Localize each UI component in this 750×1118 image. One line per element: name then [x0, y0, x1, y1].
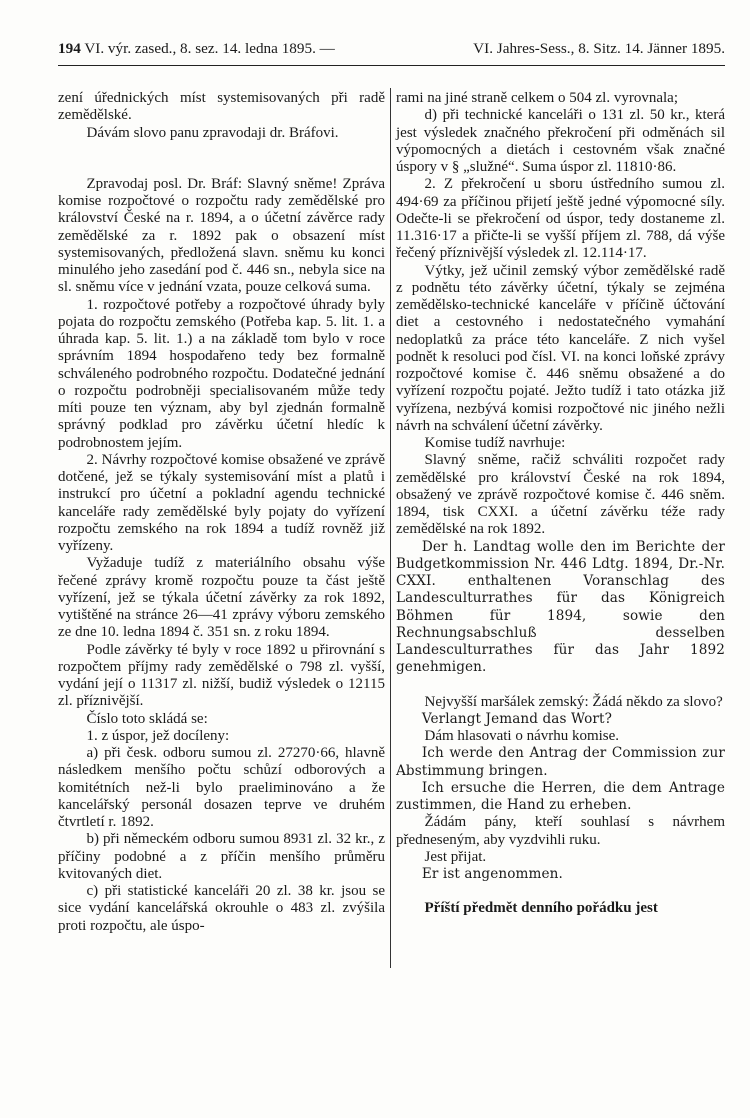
paragraph-german: Verlangt Jemand das Wort?	[421, 710, 612, 727]
paragraph: Žádám pány, kteří souhlasí s návrhem předneseným, aby vyzdvihli ruku.	[396, 814, 725, 848]
right-column	[396, 90, 725, 918]
paragraph-german: Er ist angenommen.	[421, 866, 563, 882]
paragraph: Výtky, jež učinil zemský výbor zemědělské radě z podnětu této závěrky účetní, týkaly se zejména zemědělsko-technické kanceláře v příčině účtování diet a cestovného i nedostatečného vymahání nedoplatků za práce této kanceláře. Z nich vyšel podnět k resoluci pod čísl. VI. na konci loňské zprávy rozpočtové komise č. 446 sněmu obsažené a do vyřízení rozpočtu pojaté. Ježto tudíž i tato otázka již vyřízena, nezbývá komisi rozpočtové nic jiného nežli návrh na schválení účetní závěrky.	[396, 262, 725, 434]
paragraph: a) při česk. odboru sumou zl. 27270·66, hlavně následkem menšího počtu schůzí odborových a komitétních než-li bylo praeliminováno a že kancelářský personál dosazen teprve ve druhém čtvrtletí r. 1892.	[58, 745, 385, 830]
paragraph: b) při německém odboru sumou 8931 zl. 32 kr., z příčiny podobné a z příčin menšího průměru kvitovaných diet.	[58, 831, 385, 882]
page-number: 194	[58, 40, 81, 57]
paragraph: c) při statistické kanceláři 20 zl. 38 kr. jsou se sice vydání kancelářská okrouhle o 483 zl. zvýšila proti rozpočtu, ale úspo-	[58, 883, 385, 934]
header-separator: —	[319, 40, 335, 57]
column-divider	[390, 88, 391, 968]
paragraph: 1. rozpočtové potřeby a rozpočtové úhrady byly pojata do rozpočtu zemského (Potřeba kap. 5. lit. 1. a úhrada kap. 5. lit. 1.) a na základě tom bylo v roce správním 1894 hospodařeno tedy bez formalně schváleného podrobného rozpočtu. Dodatečné jednání o rozpočtu podrobněji specialisovaném může tedy míti pouze ten význam, aby byl zjednán formalně správný podklad pro závěrku účetní hledíc k podrobnostem jejím.	[58, 296, 385, 451]
paragraph: Dávám slovo panu zpravodaji dr. Bráfovi.	[86, 124, 339, 141]
paragraph: Dám hlasovati o návrhu komise.	[424, 728, 620, 744]
header-rule	[58, 65, 725, 66]
paragraph: Podle závěrky té byly v roce 1892 u přirovnání s rozpočtem příjmy rady zemědělské o 798 zl. vyšší, vydání její o 11317 zl. nižší, budiž výsledek o 12115 zl. příznivější.	[58, 641, 385, 710]
paragraph: 2. Návrhy rozpočtové komise obsažené ve zprávě dotčené, jež se týkaly systemisování míst a platů i instrukcí pro účetní a pokladní agendu technické kanceláře rady zemědělské byly pojaty do vyřízení rozpočtu zemského na rok 1894 a tudíž rovněž již vyřízeny.	[58, 451, 385, 554]
page-header	[58, 40, 725, 66]
paragraph: zení úřednických míst systemisovaných při radě zemědělské.	[58, 90, 385, 124]
spacer	[396, 677, 725, 694]
paragraph: Slavný sněme, račiž schváliti rozpočet rady zemědělské pro království České na rok 1894, obsažený ve zprávě rozpočtové komise č. 446 sněm. 1894, tisk CXXI. a účetní závěrku téže rady zemědělské na rok 1892.	[396, 452, 725, 538]
paragraph: d) při technické kanceláři o 131 zl. 50 kr., která jest výsledek značného překročení při odměnách sil výpomocných a dietách i cestovném však značné úspory v § „služné“. Suma úspor zl. 11810·86.	[396, 107, 725, 175]
paragraph: Jest přijat.	[424, 848, 487, 865]
header-right-text: VI. Jahres-Sess., 8. Sitz. 14. Jänner 1895.	[473, 40, 725, 57]
paragraph: Nejvyšší maršálek zemský: Žádá někdo za slovo?	[424, 693, 723, 710]
paragraph: Číslo toto skládá se:	[86, 710, 208, 727]
paragraph-german: Ich werde den Antrag der Commission zur Abstimmung bringen.	[396, 745, 725, 779]
paragraph: Komise tudíž navrhuje:	[424, 435, 566, 451]
paragraph: 1. z úspor, jež docíleny:	[86, 727, 230, 744]
paragraph-german: Ich ersuche die Herren, die dem Antrage zustimmen, die Hand zu erheben.	[396, 779, 725, 813]
paragraph-next-item: Příští předmět denního pořádku jest	[424, 900, 658, 917]
spacer	[396, 883, 725, 900]
spacer	[58, 142, 385, 176]
paragraph: Zpravodaj posl. Dr. Bráf: Slavný sněme! Zpráva komise rozpočtové o rozpočtu rady zemědělské pro království České na r. 1894, a o účetní závěrce rady zemědělské za r. 1892 pak o obsazení míst systemisovaných, předložená slavn. sněmu ku konci minulého jeho zasedání pod č. 446 sn., nebyla sice na sl. sněmu více v jednání vzata, pouze celková suma.	[58, 175, 385, 296]
header-left	[58, 40, 335, 58]
left-column	[58, 90, 385, 935]
header-left-text: VI. výr. zased., 8. sez. 14. ledna 1895.	[84, 40, 316, 57]
paragraph: Vyžaduje tudíž z materiálního obsahu výše řečené zprávy kromě rozpočtu pouze ta část ještě vyřízení, jež se týkala účetní závěrky za rok 1892, vytištěné na stránce 26—41 zprávy výboru zemského ze dne 10. ledna 1894 č. 351 sn. z roku 1894.	[58, 555, 385, 641]
paragraph: rami na jiné straně celkem o 504 zl. vyrovnala;	[396, 90, 678, 106]
paragraph-german: Der h. Landtag wolle den im Berichte der Budgetkommission Nr. 446 Ldtg. 1894, Dr.-Nr. CXXI. enthaltenen Voranschlag des Landesculturrathes für das Königreich Böhmen für 1894, sowie den Rechnungsabschluß desselben Landesculturrathes für das Jahr 1892 genehmigen.	[396, 538, 725, 676]
paragraph: 2. Z překročení u sboru ústředního sumou zl. 494·69 za příčinou přijetí ještě jedné výpomocné síly. Odečte-li se překročení od úspor, tedy dostaneme zl. 11.316·17 a přičte-li se vyšší příjem zl. 788, dá výše řečený příznivější výsledek zl. 12.114·17.	[396, 176, 725, 262]
